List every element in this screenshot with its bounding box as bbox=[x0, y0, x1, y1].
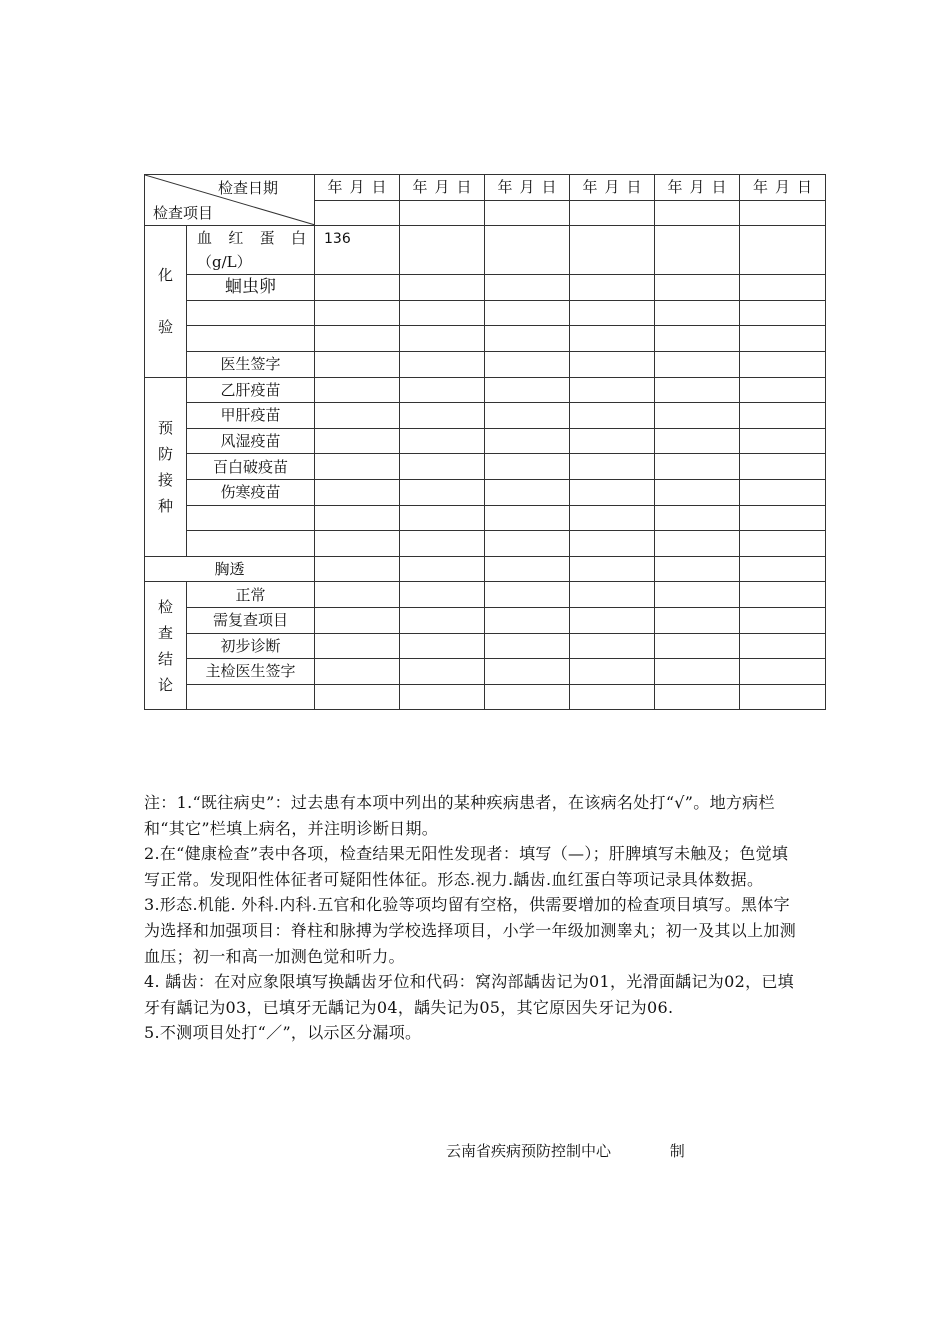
value-cell[interactable] bbox=[740, 505, 826, 531]
table-row bbox=[145, 300, 826, 326]
value-cell[interactable] bbox=[570, 684, 655, 710]
table-header-row bbox=[145, 175, 826, 201]
value-cell[interactable] bbox=[740, 659, 826, 685]
value-cell[interactable] bbox=[485, 226, 570, 275]
value-cell[interactable] bbox=[400, 633, 485, 659]
value-cell[interactable] bbox=[400, 659, 485, 685]
value-cell[interactable] bbox=[400, 200, 485, 226]
value-cell[interactable] bbox=[570, 556, 655, 582]
value-cell[interactable] bbox=[740, 633, 826, 659]
vertical-label-char: 查 bbox=[157, 623, 173, 642]
value-cell[interactable] bbox=[485, 351, 570, 377]
value-cell[interactable] bbox=[485, 556, 570, 582]
value-cell[interactable] bbox=[485, 377, 570, 403]
value-cell[interactable] bbox=[400, 582, 485, 608]
value-cell[interactable] bbox=[740, 377, 826, 403]
value-cell[interactable] bbox=[740, 428, 826, 454]
value-cell[interactable] bbox=[315, 428, 400, 454]
vertical-label-char: 化 bbox=[157, 266, 173, 285]
blank-item-cell[interactable] bbox=[187, 300, 315, 326]
value-cell[interactable] bbox=[740, 531, 826, 557]
value-cell[interactable] bbox=[655, 454, 740, 480]
note-2: 2.在“健康检查”表中各项，检查结果无阳性发现者：填写（—）；肝脾填写未触及；色觉填写正常。发现阳性体征者可疑阳性体征。形态.视力.龋齿.血红蛋白等项记录具体数据。 bbox=[144, 844, 789, 889]
value-cell[interactable] bbox=[570, 428, 655, 454]
date-header-cell: 年 月 日 bbox=[655, 175, 740, 201]
note-5: 5.不测项目处打“／”，以示区分漏项。 bbox=[144, 1023, 422, 1043]
value-cell[interactable] bbox=[400, 226, 485, 275]
value-cell[interactable] bbox=[570, 275, 655, 301]
value-cell[interactable] bbox=[485, 633, 570, 659]
date-header-cell: 年 月 日 bbox=[315, 175, 400, 201]
date-header-cell: 年 月 日 bbox=[400, 175, 485, 201]
vaccine-item-label: 乙肝疫苗 bbox=[187, 377, 315, 403]
value-cell[interactable] bbox=[740, 607, 826, 633]
note-1: 注：1.“既往病史”：过去患有本项中列出的某种疾病患者，在该病名处打“√”。地方病栏和“其它”栏填上病名，并注明诊断日期。 bbox=[144, 793, 775, 838]
table-row bbox=[145, 582, 826, 608]
table-row bbox=[145, 428, 826, 454]
table-row bbox=[145, 275, 826, 301]
date-header-cell: 年 月 日 bbox=[570, 175, 655, 201]
value-cell[interactable] bbox=[400, 531, 485, 557]
value-cell[interactable] bbox=[315, 659, 400, 685]
value-cell[interactable] bbox=[485, 428, 570, 454]
value-cell[interactable] bbox=[655, 582, 740, 608]
value-cell[interactable] bbox=[400, 300, 485, 326]
value-cell[interactable] bbox=[570, 659, 655, 685]
value-cell[interactable] bbox=[485, 454, 570, 480]
value-cell[interactable] bbox=[400, 505, 485, 531]
value-cell[interactable] bbox=[655, 607, 740, 633]
value-cell[interactable] bbox=[570, 633, 655, 659]
table-row bbox=[145, 684, 826, 710]
value-cell[interactable] bbox=[655, 556, 740, 582]
table-row bbox=[145, 377, 826, 403]
value-cell[interactable] bbox=[740, 351, 826, 377]
value-cell[interactable] bbox=[740, 582, 826, 608]
value-cell[interactable] bbox=[740, 479, 826, 505]
value-cell[interactable] bbox=[485, 326, 570, 352]
lab-doctor-sign-label: 医生签字 bbox=[187, 351, 315, 377]
note-3: 3.形态.机能. 外科.内科.五官和化验等项均留有空格，供需要增加的检查项目填写。黑体字为选择和加强项目：脊柱和脉搏为学校选择项目，小学一年级加测睾丸；初一及其以上加测血压；初一和高一加测色觉和听力。 bbox=[144, 895, 797, 966]
value-cell[interactable] bbox=[740, 454, 826, 480]
table-row bbox=[145, 607, 826, 633]
table-row bbox=[145, 479, 826, 505]
value-cell[interactable] bbox=[570, 582, 655, 608]
value-cell[interactable] bbox=[315, 275, 400, 301]
value-cell[interactable] bbox=[485, 531, 570, 557]
value-cell[interactable] bbox=[570, 200, 655, 226]
vaccine-item-label: 百白破疫苗 bbox=[187, 454, 315, 480]
value-cell[interactable] bbox=[315, 582, 400, 608]
value-cell[interactable] bbox=[485, 403, 570, 429]
value-cell[interactable] bbox=[315, 454, 400, 480]
value-cell[interactable] bbox=[400, 454, 485, 480]
value-cell[interactable] bbox=[740, 684, 826, 710]
value-cell[interactable] bbox=[485, 200, 570, 226]
value-cell[interactable] bbox=[655, 505, 740, 531]
value-cell[interactable] bbox=[570, 377, 655, 403]
value-cell[interactable] bbox=[315, 531, 400, 557]
value-cell[interactable] bbox=[570, 454, 655, 480]
value-cell[interactable] bbox=[570, 505, 655, 531]
value-cell[interactable] bbox=[570, 531, 655, 557]
hemoglobin-value-cell[interactable]: 136 bbox=[315, 226, 400, 275]
value-cell[interactable] bbox=[485, 659, 570, 685]
value-cell[interactable] bbox=[655, 479, 740, 505]
vaccine-item-label: 甲肝疫苗 bbox=[187, 403, 315, 429]
value-cell[interactable] bbox=[740, 403, 826, 429]
header-exam-item: 检查项目 bbox=[153, 204, 214, 223]
date-header-cell: 年 月 日 bbox=[485, 175, 570, 201]
note-4: 4. 龋齿：在对应象限填写换龋齿牙位和代码：窝沟部龋齿记为01，光滑面龋记为02，已填牙有龋记为03，已填牙无龋记为04，龋失记为05，其它原因失牙记为06. bbox=[144, 972, 794, 1017]
value-cell[interactable] bbox=[655, 684, 740, 710]
value-cell[interactable] bbox=[570, 326, 655, 352]
table-row bbox=[145, 659, 826, 685]
value-cell[interactable] bbox=[740, 300, 826, 326]
value-cell[interactable] bbox=[315, 607, 400, 633]
value-cell[interactable] bbox=[655, 326, 740, 352]
header-exam-date: 检查日期 bbox=[217, 179, 278, 197]
vertical-label-char: 预 bbox=[157, 418, 173, 437]
value-cell[interactable] bbox=[315, 556, 400, 582]
footer-made: 制 bbox=[669, 1142, 685, 1160]
vaccine-item-label: 风湿疫苗 bbox=[187, 428, 315, 454]
conclusion-section-label bbox=[145, 582, 187, 710]
value-cell[interactable] bbox=[400, 326, 485, 352]
value-cell[interactable] bbox=[570, 479, 655, 505]
value-cell[interactable] bbox=[655, 403, 740, 429]
table-row bbox=[145, 454, 826, 480]
table-row bbox=[145, 403, 826, 429]
value-cell[interactable] bbox=[740, 200, 826, 226]
diagonal-header-cell bbox=[145, 175, 315, 226]
value-cell[interactable] bbox=[400, 556, 485, 582]
value-cell[interactable] bbox=[315, 633, 400, 659]
value-cell[interactable] bbox=[315, 200, 400, 226]
vertical-label-char: 防 bbox=[157, 444, 173, 463]
value-cell[interactable] bbox=[655, 200, 740, 226]
value-cell[interactable] bbox=[655, 428, 740, 454]
blank-item-cell[interactable] bbox=[187, 505, 315, 531]
vertical-label-char: 论 bbox=[157, 675, 173, 694]
value-cell[interactable] bbox=[485, 505, 570, 531]
chest-xray-label: 胸透 bbox=[145, 556, 315, 582]
vaccination-section-label bbox=[145, 377, 187, 556]
value-cell[interactable] bbox=[400, 275, 485, 301]
vertical-label-char: 验 bbox=[157, 318, 173, 337]
value-cell[interactable] bbox=[315, 505, 400, 531]
blank-item-cell[interactable] bbox=[187, 326, 315, 352]
value-cell[interactable] bbox=[655, 377, 740, 403]
value-cell[interactable] bbox=[570, 403, 655, 429]
value-cell[interactable] bbox=[655, 351, 740, 377]
health-exam-table bbox=[144, 174, 826, 710]
date-header-cell: 年 月 日 bbox=[740, 175, 826, 201]
value-cell[interactable] bbox=[740, 226, 826, 275]
value-cell[interactable] bbox=[485, 607, 570, 633]
value-cell[interactable] bbox=[400, 377, 485, 403]
value-cell[interactable] bbox=[485, 684, 570, 710]
blank-item-cell[interactable] bbox=[187, 531, 315, 557]
lab-section-label bbox=[145, 226, 187, 377]
value-cell[interactable] bbox=[400, 479, 485, 505]
vertical-label-char: 检 bbox=[157, 597, 173, 616]
conclusion-item-label: 正常 bbox=[187, 582, 315, 608]
value-cell[interactable] bbox=[400, 351, 485, 377]
value-cell[interactable] bbox=[315, 479, 400, 505]
value-cell[interactable] bbox=[400, 403, 485, 429]
conclusion-item-label: 需复查项目 bbox=[187, 607, 315, 633]
vertical-label-char: 接 bbox=[157, 470, 173, 489]
table-row bbox=[145, 531, 826, 557]
value-cell[interactable] bbox=[315, 351, 400, 377]
value-cell[interactable] bbox=[315, 326, 400, 352]
value-cell[interactable] bbox=[740, 556, 826, 582]
value-cell[interactable] bbox=[400, 684, 485, 710]
value-cell[interactable] bbox=[655, 531, 740, 557]
conclusion-item-label: 主检医生签字 bbox=[187, 659, 315, 685]
blank-item-cell[interactable] bbox=[187, 684, 315, 710]
value-cell[interactable] bbox=[315, 300, 400, 326]
value-cell[interactable] bbox=[400, 607, 485, 633]
vertical-label-char: 种 bbox=[157, 496, 173, 515]
value-cell[interactable] bbox=[315, 403, 400, 429]
value-cell[interactable] bbox=[655, 226, 740, 275]
notes-section bbox=[144, 790, 804, 1046]
value-cell[interactable] bbox=[740, 326, 826, 352]
value-cell[interactable] bbox=[485, 582, 570, 608]
hemoglobin-label: 血 红 蛋 白 （g/L） bbox=[187, 226, 315, 275]
vertical-label-char: 结 bbox=[157, 649, 173, 668]
value-cell[interactable] bbox=[740, 275, 826, 301]
value-cell[interactable] bbox=[485, 275, 570, 301]
table-row bbox=[145, 505, 826, 531]
value-cell[interactable] bbox=[655, 275, 740, 301]
table-row bbox=[145, 351, 826, 377]
value-cell[interactable] bbox=[655, 633, 740, 659]
value-cell[interactable] bbox=[655, 659, 740, 685]
footer bbox=[446, 1140, 685, 1161]
value-cell[interactable] bbox=[570, 351, 655, 377]
value-cell[interactable] bbox=[315, 377, 400, 403]
roundworm-label: 蛔虫卵 bbox=[187, 275, 315, 301]
table-row bbox=[145, 633, 826, 659]
conclusion-item-label: 初步诊断 bbox=[187, 633, 315, 659]
value-cell[interactable] bbox=[400, 428, 485, 454]
value-cell[interactable] bbox=[570, 226, 655, 275]
table-row bbox=[145, 556, 826, 582]
value-cell[interactable] bbox=[485, 479, 570, 505]
value-cell[interactable] bbox=[315, 684, 400, 710]
value-cell[interactable] bbox=[570, 300, 655, 326]
table-row bbox=[145, 326, 826, 352]
value-cell[interactable] bbox=[570, 607, 655, 633]
footer-org: 云南省疾病预防控制中心 bbox=[446, 1142, 612, 1160]
value-cell[interactable] bbox=[485, 300, 570, 326]
value-cell[interactable] bbox=[655, 300, 740, 326]
vaccine-item-label: 伤寒疫苗 bbox=[187, 479, 315, 505]
